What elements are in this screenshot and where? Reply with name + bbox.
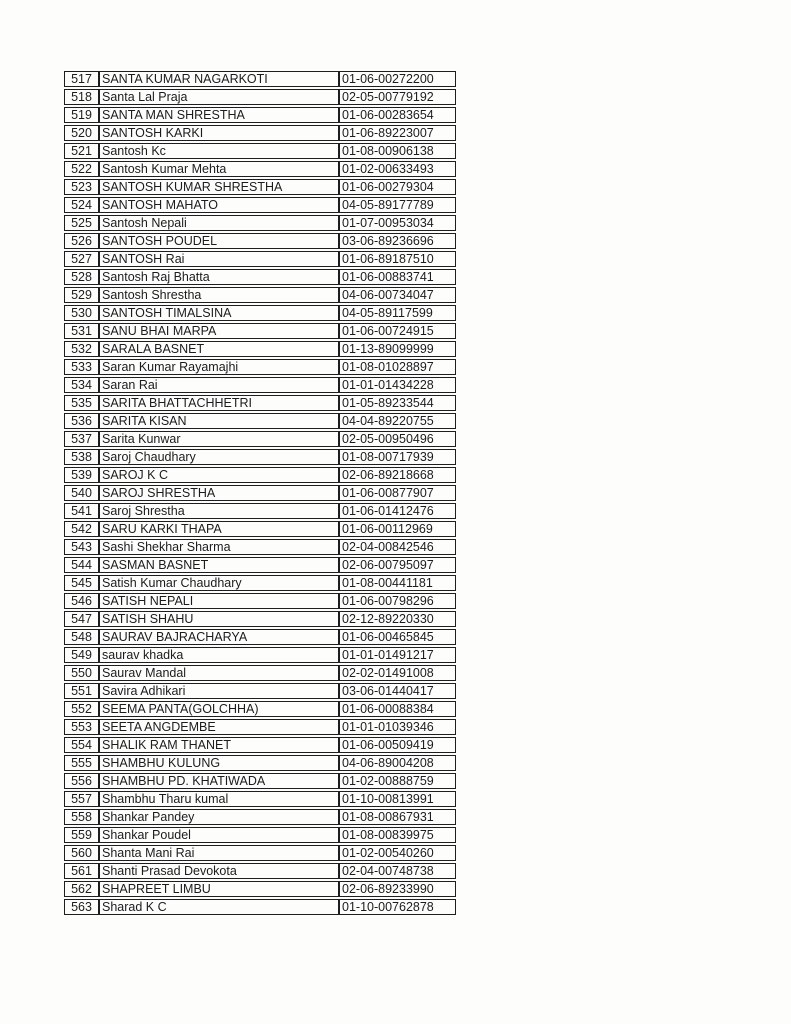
serial-cell: 543: [64, 539, 99, 555]
name-cell: SARALA BASNET: [99, 341, 339, 357]
id-cell: 02-04-00748738: [339, 863, 456, 879]
serial-cell: 551: [64, 683, 99, 699]
id-cell: 01-06-00724915: [339, 323, 456, 339]
name-cell: SAROJ K C: [99, 467, 339, 483]
table-row: [64, 431, 456, 447]
id-cell: 01-06-00877907: [339, 485, 456, 501]
name-cell: Santosh Nepali: [99, 215, 339, 231]
id-cell: 01-06-01412476: [339, 503, 456, 519]
serial-cell: 559: [64, 827, 99, 843]
serial-cell: 524: [64, 197, 99, 213]
id-cell: 01-06-89187510: [339, 251, 456, 267]
id-cell: 01-08-00906138: [339, 143, 456, 159]
name-cell: SHAMBHU KULUNG: [99, 755, 339, 771]
roster-table-body: [64, 71, 456, 915]
id-cell: 03-06-01440417: [339, 683, 456, 699]
serial-cell: 517: [64, 71, 99, 87]
table-row: [64, 593, 456, 609]
name-cell: SANU BHAI MARPA: [99, 323, 339, 339]
serial-cell: 522: [64, 161, 99, 177]
name-cell: SANTOSH TIMALSINA: [99, 305, 339, 321]
id-cell: 02-06-89233990: [339, 881, 456, 897]
table-row: [64, 323, 456, 339]
id-cell: 01-08-00717939: [339, 449, 456, 465]
name-cell: Sashi Shekhar Sharma: [99, 539, 339, 555]
id-cell: 01-06-89223007: [339, 125, 456, 141]
serial-cell: 519: [64, 107, 99, 123]
table-row: [64, 251, 456, 267]
table-row: [64, 539, 456, 555]
name-cell: SAURAV BAJRACHARYA: [99, 629, 339, 645]
table-row: [64, 89, 456, 105]
table-row: [64, 485, 456, 501]
table-row: [64, 467, 456, 483]
id-cell: 01-06-00272200: [339, 71, 456, 87]
serial-cell: 528: [64, 269, 99, 285]
name-cell: Shanti Prasad Devokota: [99, 863, 339, 879]
name-cell: Saroj Shrestha: [99, 503, 339, 519]
table-row: [64, 629, 456, 645]
table-row: [64, 287, 456, 303]
id-cell: 01-06-00465845: [339, 629, 456, 645]
table-row: [64, 233, 456, 249]
table-row: [64, 125, 456, 141]
serial-cell: 562: [64, 881, 99, 897]
name-cell: Santosh Shrestha: [99, 287, 339, 303]
table-row: [64, 575, 456, 591]
serial-cell: 553: [64, 719, 99, 735]
id-cell: 01-01-01491217: [339, 647, 456, 663]
id-cell: 02-06-00795097: [339, 557, 456, 573]
name-cell: Shankar Poudel: [99, 827, 339, 843]
id-cell: 01-02-00888759: [339, 773, 456, 789]
id-cell: 01-08-00867931: [339, 809, 456, 825]
serial-cell: 521: [64, 143, 99, 159]
serial-cell: 535: [64, 395, 99, 411]
name-cell: Shankar Pandey: [99, 809, 339, 825]
serial-cell: 544: [64, 557, 99, 573]
table-row: [64, 71, 456, 87]
table-row: [64, 557, 456, 573]
id-cell: 04-05-89177789: [339, 197, 456, 213]
name-cell: SARITA BHATTACHHETRI: [99, 395, 339, 411]
id-cell: 01-06-00883741: [339, 269, 456, 285]
id-cell: 01-06-00112969: [339, 521, 456, 537]
serial-cell: 546: [64, 593, 99, 609]
id-cell: 04-06-00734047: [339, 287, 456, 303]
serial-cell: 563: [64, 899, 99, 915]
id-cell: 01-08-00839975: [339, 827, 456, 843]
serial-cell: 539: [64, 467, 99, 483]
name-cell: Saurav Mandal: [99, 665, 339, 681]
table-row: [64, 773, 456, 789]
serial-cell: 520: [64, 125, 99, 141]
serial-cell: 542: [64, 521, 99, 537]
id-cell: 01-06-00283654: [339, 107, 456, 123]
table-row: [64, 449, 456, 465]
name-cell: Shanta Mani Rai: [99, 845, 339, 861]
name-cell: Santosh Raj Bhatta: [99, 269, 339, 285]
name-cell: Santa Lal Praja: [99, 89, 339, 105]
id-cell: 01-06-00509419: [339, 737, 456, 753]
serial-cell: 532: [64, 341, 99, 357]
id-cell: 01-05-89233544: [339, 395, 456, 411]
table-row: [64, 179, 456, 195]
table-row: [64, 395, 456, 411]
name-cell: SANTOSH KARKI: [99, 125, 339, 141]
serial-cell: 561: [64, 863, 99, 879]
table-row: [64, 881, 456, 897]
table-row: [64, 899, 456, 915]
table-row: [64, 647, 456, 663]
table-row: [64, 215, 456, 231]
id-cell: 02-05-00950496: [339, 431, 456, 447]
serial-cell: 527: [64, 251, 99, 267]
name-cell: Satish Kumar Chaudhary: [99, 575, 339, 591]
serial-cell: 556: [64, 773, 99, 789]
id-cell: 01-07-00953034: [339, 215, 456, 231]
id-cell: 02-06-89218668: [339, 467, 456, 483]
id-cell: 01-06-00088384: [339, 701, 456, 717]
id-cell: 01-13-89099999: [339, 341, 456, 357]
name-cell: SATISH SHAHU: [99, 611, 339, 627]
id-cell: 04-06-89004208: [339, 755, 456, 771]
table-row: [64, 305, 456, 321]
serial-cell: 545: [64, 575, 99, 591]
serial-cell: 533: [64, 359, 99, 375]
table-row: [64, 737, 456, 753]
name-cell: SANTOSH Rai: [99, 251, 339, 267]
table-row: [64, 719, 456, 735]
name-cell: saurav khadka: [99, 647, 339, 663]
id-cell: 04-04-89220755: [339, 413, 456, 429]
table-row: [64, 143, 456, 159]
name-cell: Sharad K C: [99, 899, 339, 915]
table-row: [64, 611, 456, 627]
serial-cell: 549: [64, 647, 99, 663]
table-row: [64, 791, 456, 807]
table-row: [64, 161, 456, 177]
table-row: [64, 359, 456, 375]
serial-cell: 550: [64, 665, 99, 681]
id-cell: 02-12-89220330: [339, 611, 456, 627]
table-row: [64, 755, 456, 771]
table-row: [64, 827, 456, 843]
id-cell: 03-06-89236696: [339, 233, 456, 249]
name-cell: SHALIK RAM THANET: [99, 737, 339, 753]
serial-cell: 526: [64, 233, 99, 249]
id-cell: 01-10-00813991: [339, 791, 456, 807]
name-cell: Saran Rai: [99, 377, 339, 393]
name-cell: Saroj Chaudhary: [99, 449, 339, 465]
name-cell: SARITA KISAN: [99, 413, 339, 429]
serial-cell: 525: [64, 215, 99, 231]
serial-cell: 537: [64, 431, 99, 447]
name-cell: SANTOSH KUMAR SHRESTHA: [99, 179, 339, 195]
name-cell: SHAPREET LIMBU: [99, 881, 339, 897]
name-cell: SAROJ SHRESTHA: [99, 485, 339, 501]
name-cell: Shambhu Tharu kumal: [99, 791, 339, 807]
table-row: [64, 269, 456, 285]
id-cell: 01-02-00540260: [339, 845, 456, 861]
id-cell: 01-08-00441181: [339, 575, 456, 591]
name-cell: Santosh Kc: [99, 143, 339, 159]
serial-cell: 560: [64, 845, 99, 861]
table-row: [64, 701, 456, 717]
serial-cell: 548: [64, 629, 99, 645]
name-cell: SARU KARKI THAPA: [99, 521, 339, 537]
serial-cell: 518: [64, 89, 99, 105]
serial-cell: 523: [64, 179, 99, 195]
serial-cell: 538: [64, 449, 99, 465]
serial-cell: 534: [64, 377, 99, 393]
id-cell: 01-01-01434228: [339, 377, 456, 393]
name-cell: Saran Kumar Rayamajhi: [99, 359, 339, 375]
serial-cell: 530: [64, 305, 99, 321]
serial-cell: 529: [64, 287, 99, 303]
id-cell: 01-02-00633493: [339, 161, 456, 177]
table-row: [64, 809, 456, 825]
id-cell: 01-08-01028897: [339, 359, 456, 375]
table-row: [64, 413, 456, 429]
name-cell: SEEMA PANTA(GOLCHHA): [99, 701, 339, 717]
id-cell: 01-06-00798296: [339, 593, 456, 609]
serial-cell: 554: [64, 737, 99, 753]
table-row: [64, 521, 456, 537]
table-row: [64, 107, 456, 123]
table-row: [64, 845, 456, 861]
serial-cell: 536: [64, 413, 99, 429]
serial-cell: 541: [64, 503, 99, 519]
roster-table: [64, 69, 456, 917]
id-cell: 01-06-00279304: [339, 179, 456, 195]
serial-cell: 531: [64, 323, 99, 339]
table-row: [64, 377, 456, 393]
name-cell: SANTOSH MAHATO: [99, 197, 339, 213]
name-cell: SANTA MAN SHRESTHA: [99, 107, 339, 123]
id-cell: 02-05-00779192: [339, 89, 456, 105]
serial-cell: 555: [64, 755, 99, 771]
id-cell: 01-01-01039346: [339, 719, 456, 735]
id-cell: 02-02-01491008: [339, 665, 456, 681]
name-cell: SANTA KUMAR NAGARKOTI: [99, 71, 339, 87]
name-cell: Santosh Kumar Mehta: [99, 161, 339, 177]
serial-cell: 558: [64, 809, 99, 825]
table-row: [64, 665, 456, 681]
table-row: [64, 341, 456, 357]
table-row: [64, 197, 456, 213]
name-cell: Sarita Kunwar: [99, 431, 339, 447]
name-cell: SASMAN BASNET: [99, 557, 339, 573]
serial-cell: 540: [64, 485, 99, 501]
name-cell: SHAMBHU PD. KHATIWADA: [99, 773, 339, 789]
name-cell: SATISH NEPALI: [99, 593, 339, 609]
id-cell: 02-04-00842546: [339, 539, 456, 555]
id-cell: 01-10-00762878: [339, 899, 456, 915]
id-cell: 04-05-89117599: [339, 305, 456, 321]
name-cell: Savira Adhikari: [99, 683, 339, 699]
table-row: [64, 503, 456, 519]
table-row: [64, 863, 456, 879]
name-cell: SANTOSH POUDEL: [99, 233, 339, 249]
serial-cell: 557: [64, 791, 99, 807]
table-row: [64, 683, 456, 699]
serial-cell: 547: [64, 611, 99, 627]
name-cell: SEETA ANGDEMBE: [99, 719, 339, 735]
serial-cell: 552: [64, 701, 99, 717]
